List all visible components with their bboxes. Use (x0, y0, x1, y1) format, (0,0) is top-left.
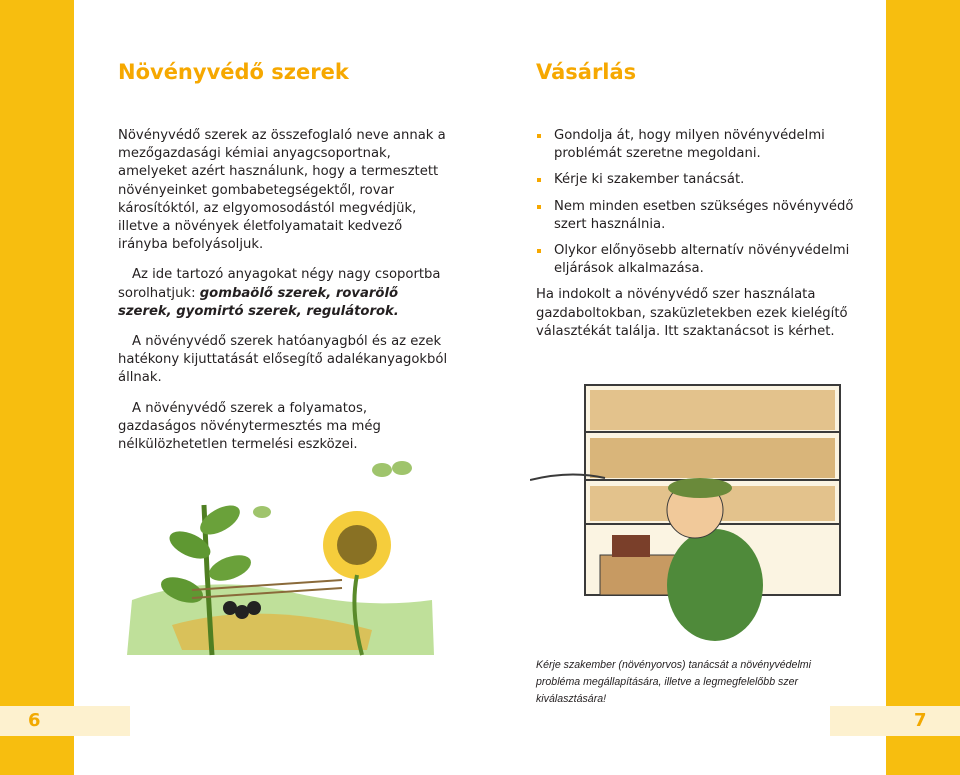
paragraph-importance: A növényvédő szerek a folyamatos, gazdaságos növénytermesztés ma még nélkülözhetetlen termelési eszközei. (118, 400, 381, 453)
page-number-left: 6 (28, 710, 41, 731)
right-page-title: Vásárlás (536, 60, 637, 84)
left-body-text (118, 127, 448, 466)
shopping-advice-paragraph: Ha indokolt a növényvédő szer használata gazdaboltokban, szaküzletekben ezek kielégítő választékát találja. Itt szaktanácsot is kérhet. (536, 287, 848, 339)
bullet-item: Olykor előnyösebb alternatív növényvédelmi eljárások alkalmazása. (536, 242, 866, 278)
right-margin-band (886, 0, 960, 775)
paragraph-composition: A növényvédő szerek hatóanyagból és az ezek hatékony kijuttatását elősegítő adalékanyagokból állnak. (118, 334, 448, 386)
left-footer-bar (0, 706, 130, 736)
left-margin-band (0, 0, 74, 775)
bullet-item: Gondolja át, hogy milyen növényvédelmi problémát szeretne megoldani. (536, 127, 866, 163)
groups-intro: Az ide tartozó anyagokat négy nagy csoportba sorolhatjuk: (118, 267, 441, 301)
paragraph-groups (118, 266, 448, 321)
illustration-caption: Kérje szakember (növényorvos) tanácsát a növényvédelmi probléma megállapítására, illetve a legmegfelelőbb szer kiválasztására! (536, 659, 811, 705)
advice-bullet-list (536, 127, 866, 278)
bullet-item: Kérje ki szakember tanácsát. (536, 171, 866, 189)
page-number-right: 7 (914, 710, 927, 731)
paragraph-definition: Növényvédő szerek az összefoglaló neve annak a mezőgazdasági kémiai anyagcsoportnak, amelyeket azért használunk, hogy a termesztett növényeinket gombabetegségektől, rovar károsítóktól, az elgyomosodástól megvédjük, illetve a növények életfolyamatait kedvező irányba befolyásoljuk. (118, 128, 446, 253)
shop-illustration (530, 360, 860, 650)
groups-list: gombaölő szerek, rovarölő szerek, gyomirtó szerek, regulátorok. (118, 285, 399, 319)
garden-illustration (112, 450, 442, 660)
left-page-title: Növényvédő szerek (118, 60, 349, 84)
right-body-text (536, 127, 866, 341)
bullet-item: Nem minden esetben szükséges növényvédő szert használnia. (536, 198, 866, 234)
right-footer-bar (830, 706, 960, 736)
